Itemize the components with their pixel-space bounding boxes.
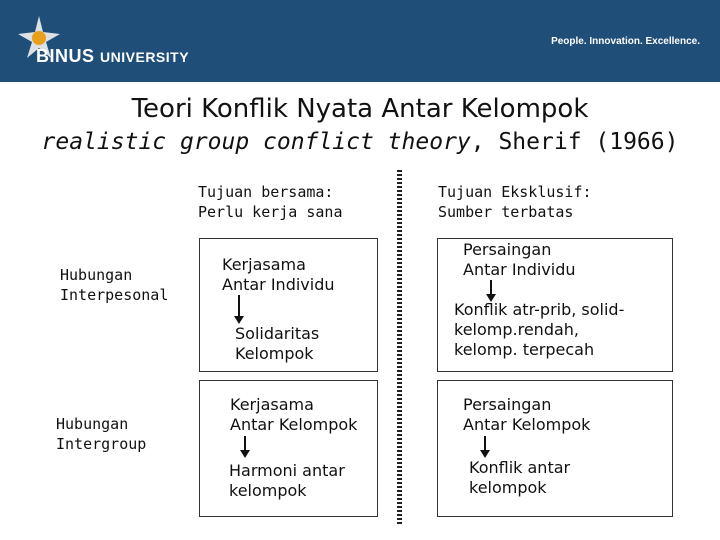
column-header-line: Tujuan Eksklusif: [438,183,592,201]
logo-suffix: UNIVERSITY [100,49,190,65]
column-header-line: Sumber terbatas [438,203,574,221]
arrow-down-icon [480,436,490,458]
row-label-line: Hubungan [60,266,133,284]
cell-text-group-harmony [229,461,345,501]
cell-text-line: Antar Individu [222,275,335,294]
slide-title: Teori Konflik Nyata Antar Kelompok [131,94,589,124]
tagline: People. Innovation. Excellence. [551,36,700,47]
cell-text-line: Kerjasama [222,255,306,274]
cell-text-group-conflict [469,458,570,498]
cell-text-line: Antar Kelompok [230,415,358,434]
cell-text-line: kelomp. terpecah [454,340,595,359]
subtitle-rest: , Sherif (1966) [470,129,679,155]
arrow-down-icon [240,436,250,458]
cell-text-interpersonal-conflict [454,300,624,360]
cell-text-line: Kelompok [235,344,314,363]
cell-text-line: Harmoni antar [229,461,345,480]
row-label-line: Hubungan [56,415,129,433]
cell-text-line: Konflik atr-prib, solid- [454,300,625,319]
cell-text-line: kelompok [469,478,547,497]
row-label-line: Intergroup [56,435,147,453]
cell-text-line: Persaingan [463,395,552,414]
row-label-line: Interpesonal [60,286,169,304]
header-banner [0,0,720,82]
row-label-intergroup [56,414,146,454]
cell-text-line: Antar Individu [463,260,576,279]
column-header-shared-goal [198,182,343,222]
row-label-interpersonal [60,265,168,305]
column-divider [397,170,402,526]
column-header-line: Tujuan bersama: [198,183,334,201]
cell-text-competition-individual [463,240,576,280]
cell-text-cooperation-group [230,395,357,435]
logo-wordmark [36,46,189,67]
slide-subtitle [0,129,720,155]
cell-text-line: Antar Kelompok [463,415,591,434]
subtitle-italic: realistic group conflict theory [41,129,471,155]
cell-text-competition-group [463,395,590,435]
cell-text-line: kelompok [229,481,307,500]
cell-text-line: Konflik antar [469,458,571,477]
cell-text-line: Persaingan [463,240,552,259]
column-header-line: Perlu kerja sana [198,203,343,221]
column-header-exclusive-goal [438,182,592,222]
cell-text-group-solidarity [235,324,319,364]
cell-text-line: kelomp.rendah, [454,320,579,339]
logo-brand: BINUS [36,46,95,66]
arrow-down-icon [234,295,244,324]
cell-text-cooperation-individual [222,255,335,295]
cell-text-line: Kerjasama [230,395,314,414]
cell-text-line: Solidaritas [235,324,320,343]
arrow-down-icon [486,280,496,302]
